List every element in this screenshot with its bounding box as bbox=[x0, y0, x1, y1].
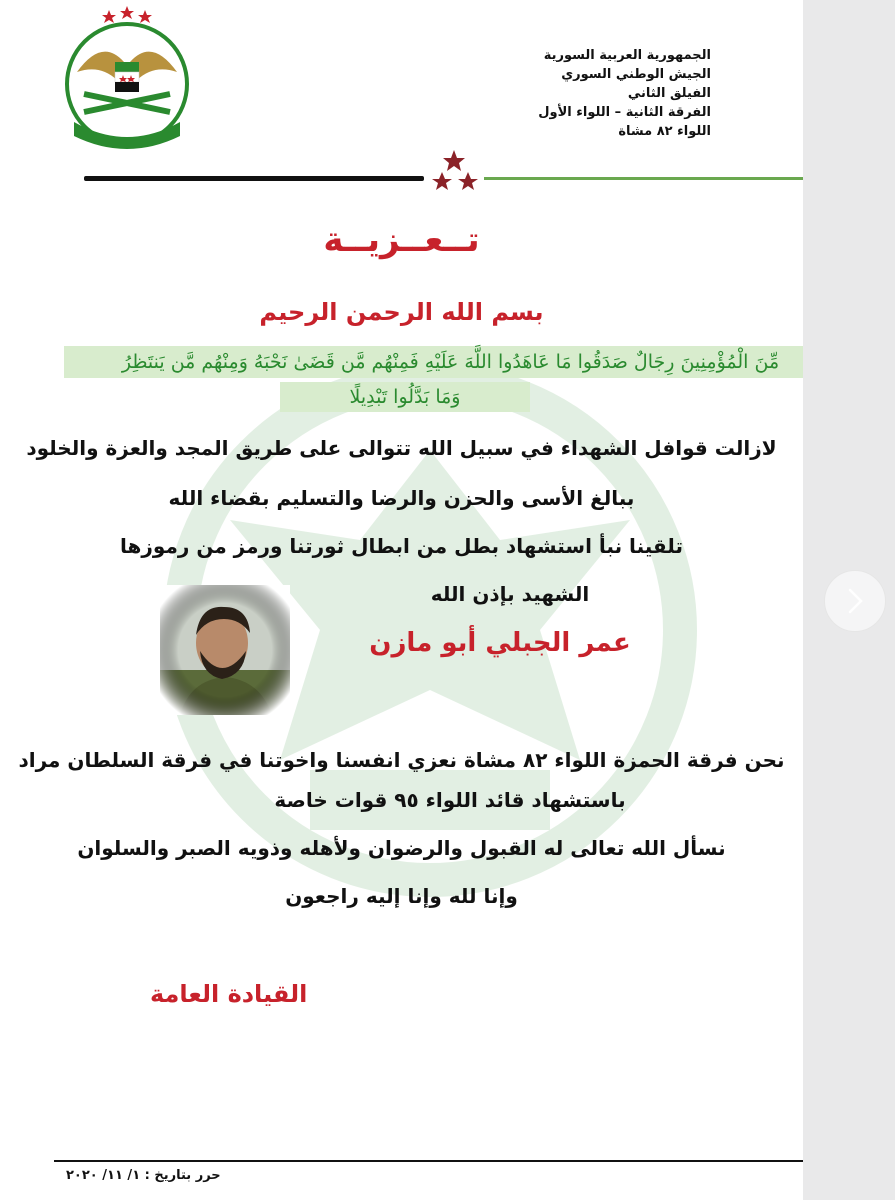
star-icon bbox=[432, 172, 452, 190]
next-page-button[interactable] bbox=[824, 570, 886, 632]
body-line: نسأل الله تعالى له القبول والرضوان ولأهله وذويه الصبر والسلوان bbox=[77, 836, 726, 860]
martyr-photo bbox=[160, 585, 290, 715]
body-line: الشهيد بإذن الله bbox=[430, 582, 590, 606]
signoff: القيادة العامة bbox=[150, 980, 308, 1008]
issuer-header bbox=[538, 46, 711, 141]
body-line: نحن فرقة الحمزة اللواء ٨٢ مشاة نعزي انفسنا واخوتنا في فرقة السلطان مراد bbox=[18, 748, 785, 772]
star-icon bbox=[120, 6, 134, 19]
basmala: بسم الله الرحمن الرحيم bbox=[259, 298, 544, 326]
header-line: اللواء ٨٢ مشاة bbox=[618, 124, 711, 139]
body-line: ببالغ الأسى والحزن والرضا والتسليم بقضاء الله bbox=[168, 486, 635, 510]
header-line: الجمهورية العربية السورية bbox=[543, 48, 711, 63]
star-icon bbox=[138, 10, 152, 23]
star-icon bbox=[458, 172, 478, 190]
header-line: الفيلق الثاني bbox=[627, 86, 711, 101]
chevron-right-icon bbox=[844, 586, 866, 616]
body-line: تلقينا نبأ استشهاد بطل من ابطال ثورتنا ورمز من رموزها bbox=[120, 534, 683, 558]
body-line: باستشهاد قائد اللواء ٩٥ قوات خاصة bbox=[274, 788, 626, 812]
footer-date: حرر بتاريخ : ١/ ١١/ ٢٠٢٠ bbox=[66, 1168, 221, 1183]
martyr-name: عمر الجبلي أبو مازن bbox=[369, 628, 631, 658]
body-line: لازالت قوافل الشهداء في سبيل الله تتوالى على طريق المجد والعزة والخلود bbox=[26, 436, 777, 460]
star-icon bbox=[443, 150, 465, 171]
quran-verse-line: مِّنَ الْمُؤْمِنِينَ رِجَالٌ صَدَقُوا مَا عَاهَدُوا اللَّهَ عَلَيْهِ فَمِنْهُم مَّن قَضَىٰ نَحْبَهُ وَمِنْهُم مَّن يَنتَظِرُ bbox=[64, 346, 803, 378]
header-line: الفرقة الثانية – اللواء الأول bbox=[538, 105, 711, 120]
body-line: وإنا لله وإنا إليه راجعون bbox=[285, 884, 518, 908]
footer-rule bbox=[54, 1160, 803, 1162]
star-icon bbox=[102, 10, 116, 23]
document-title: تــعــزيــة bbox=[323, 220, 480, 260]
brigade-logo bbox=[62, 2, 192, 152]
quran-verse-line: وَمَا بَدَّلُوا تَبْدِيلًا bbox=[280, 382, 530, 412]
header-line: الجيش الوطني السوري bbox=[561, 67, 711, 82]
header-divider bbox=[84, 148, 803, 194]
